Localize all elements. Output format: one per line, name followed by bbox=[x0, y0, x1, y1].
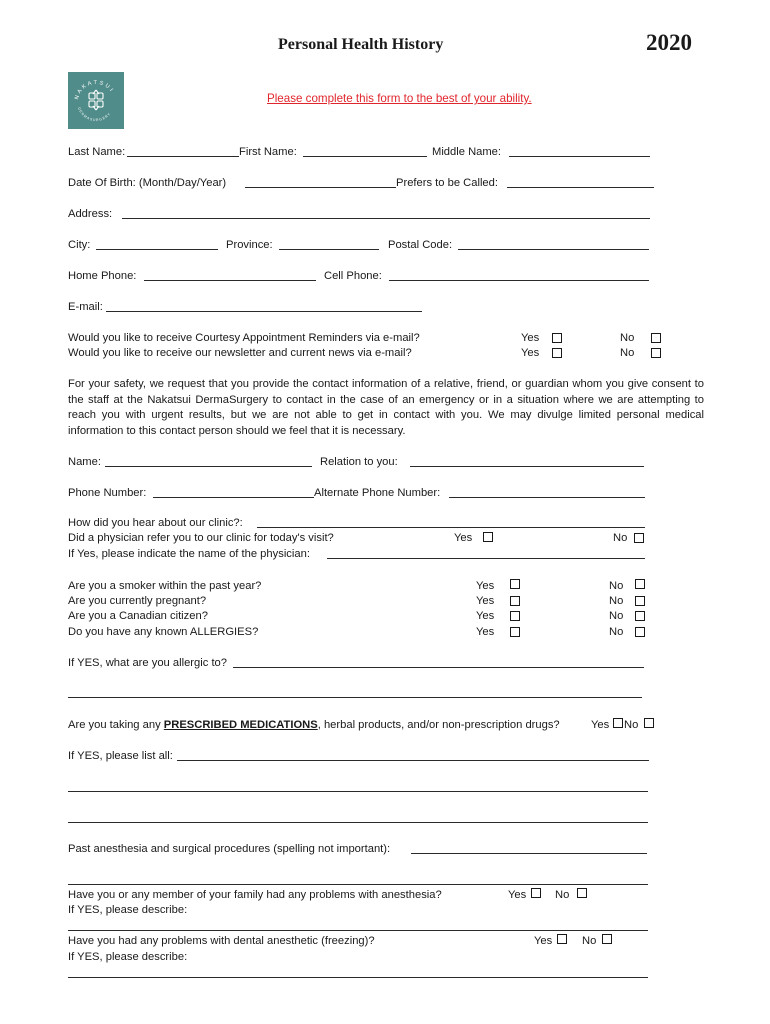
newsletter-no-label: No bbox=[620, 347, 635, 359]
past-procedures-field[interactable] bbox=[411, 853, 647, 854]
pregnant-no-label: No bbox=[609, 595, 624, 607]
logo-text-bottom: DERMASURGERY bbox=[76, 106, 112, 123]
address-label: Address: bbox=[68, 208, 113, 220]
address-field[interactable] bbox=[122, 218, 650, 219]
newsletter-yes-checkbox[interactable] bbox=[552, 348, 562, 358]
medications-question-prefix: Are you taking any bbox=[68, 719, 164, 731]
dental-anesthetic-question: Have you had any problems with dental anesthetic (freezing)? bbox=[68, 935, 375, 947]
smoker-yes-checkbox[interactable] bbox=[510, 579, 520, 589]
city-field[interactable] bbox=[96, 249, 218, 250]
email-field[interactable] bbox=[106, 311, 422, 312]
pregnant-yes-checkbox[interactable] bbox=[510, 596, 520, 606]
medications-yes-label: Yes bbox=[591, 719, 610, 731]
family-anesthesia-yes-checkbox[interactable] bbox=[531, 888, 541, 898]
form-instruction: Please complete this form to the best of your ability. bbox=[267, 92, 532, 105]
smoker-question: Are you a smoker within the past year? bbox=[68, 580, 262, 592]
email-label: E-mail: bbox=[68, 301, 103, 313]
allergies-question: Do you have any known ALLERGIES? bbox=[68, 626, 259, 638]
alt-phone-field[interactable] bbox=[449, 497, 645, 498]
canadian-yes-checkbox[interactable] bbox=[510, 611, 520, 621]
medications-no-checkbox[interactable] bbox=[644, 718, 654, 728]
allergic-to-field[interactable] bbox=[233, 667, 644, 668]
pregnant-no-checkbox[interactable] bbox=[635, 596, 645, 606]
contact-name-label: Name: bbox=[68, 456, 101, 468]
cell-phone-field[interactable] bbox=[389, 280, 649, 281]
middle-name-label: Middle Name: bbox=[432, 146, 502, 158]
family-anesthesia-yes-label: Yes bbox=[508, 889, 527, 901]
medication-list-field-line3[interactable] bbox=[68, 822, 648, 823]
form-year: 2020 bbox=[646, 30, 692, 55]
smoker-no-label: No bbox=[609, 580, 624, 592]
last-name-label: Last Name: bbox=[68, 146, 126, 158]
medications-question-emphasis: PRESCRIBED MEDICATIONS bbox=[163, 719, 318, 731]
middle-name-field[interactable] bbox=[509, 156, 650, 157]
medication-list-field-line2[interactable] bbox=[68, 791, 648, 792]
physician-refer-no-label: No bbox=[613, 532, 628, 544]
pregnant-yes-label: Yes bbox=[476, 595, 495, 607]
home-phone-field[interactable] bbox=[144, 280, 316, 281]
allergic-to-field-line2[interactable] bbox=[68, 697, 642, 698]
province-field[interactable] bbox=[279, 249, 379, 250]
allergies-no-label: No bbox=[609, 626, 624, 638]
dental-describe-label: If YES, please describe: bbox=[68, 951, 188, 963]
medication-list-label: If YES, please list all: bbox=[68, 750, 173, 762]
smoker-yes-label: Yes bbox=[476, 580, 495, 592]
logo-emblem-icon bbox=[68, 72, 124, 129]
alt-phone-label: Alternate Phone Number: bbox=[314, 487, 441, 499]
physician-refer-no-checkbox[interactable] bbox=[634, 533, 644, 543]
past-procedures-label: Past anesthesia and surgical procedures (spelling not important): bbox=[68, 843, 391, 855]
clinic-logo bbox=[68, 72, 124, 129]
pregnant-question: Are you currently pregnant? bbox=[68, 595, 207, 607]
last-name-field[interactable] bbox=[127, 156, 239, 157]
contact-phone-field[interactable] bbox=[153, 497, 314, 498]
first-name-field[interactable] bbox=[303, 156, 427, 157]
medications-question-suffix: , herbal products, and/or non-prescription drugs? bbox=[317, 719, 560, 731]
prefers-label: Prefers to be Called: bbox=[396, 177, 498, 189]
allergic-to-label: If YES, what are you allergic to? bbox=[68, 657, 227, 669]
medications-no-label: No bbox=[624, 719, 639, 731]
hear-about-field[interactable] bbox=[257, 527, 645, 528]
canadian-yes-label: Yes bbox=[476, 610, 495, 622]
cell-phone-label: Cell Phone: bbox=[324, 270, 382, 282]
past-procedures-field-line2[interactable] bbox=[68, 884, 648, 885]
reminder-no-checkbox[interactable] bbox=[651, 333, 661, 343]
medication-list-field[interactable] bbox=[177, 760, 649, 761]
form-title: Personal Health History bbox=[278, 36, 444, 53]
postal-field[interactable] bbox=[458, 249, 649, 250]
newsletter-question: Would you like to receive our newsletter and current news via e-mail? bbox=[68, 347, 412, 359]
family-describe-field[interactable] bbox=[68, 930, 648, 931]
allergies-yes-checkbox[interactable] bbox=[510, 627, 520, 637]
newsletter-no-checkbox[interactable] bbox=[651, 348, 661, 358]
reminder-no-label: No bbox=[620, 332, 635, 344]
province-label: Province: bbox=[226, 239, 273, 251]
logo-text-top: NAKATSUI bbox=[74, 79, 116, 101]
dental-yes-checkbox[interactable] bbox=[557, 934, 567, 944]
hear-about-label: How did you hear about our clinic?: bbox=[68, 517, 243, 529]
first-name-label: First Name: bbox=[239, 146, 297, 158]
dob-field[interactable] bbox=[245, 187, 396, 188]
family-anesthesia-no-label: No bbox=[555, 889, 570, 901]
allergies-yes-label: Yes bbox=[476, 626, 495, 638]
physician-name-field[interactable] bbox=[327, 558, 645, 559]
smoker-no-checkbox[interactable] bbox=[635, 579, 645, 589]
family-anesthesia-no-checkbox[interactable] bbox=[577, 888, 587, 898]
dental-describe-field[interactable] bbox=[68, 977, 648, 978]
medications-yes-checkbox[interactable] bbox=[613, 718, 623, 728]
physician-name-label: If Yes, please indicate the name of the physician: bbox=[68, 548, 310, 560]
canadian-no-checkbox[interactable] bbox=[635, 611, 645, 621]
canadian-no-label: No bbox=[609, 610, 624, 622]
dental-no-checkbox[interactable] bbox=[602, 934, 612, 944]
home-phone-label: Home Phone: bbox=[68, 270, 137, 282]
contact-name-field[interactable] bbox=[105, 466, 312, 467]
relation-label: Relation to you: bbox=[320, 456, 398, 468]
allergies-no-checkbox[interactable] bbox=[635, 627, 645, 637]
city-label: City: bbox=[68, 239, 91, 251]
relation-field[interactable] bbox=[410, 466, 644, 467]
dob-label: Date Of Birth: (Month/Day/Year) bbox=[68, 177, 227, 189]
svg-text:DERMASURGERY bbox=[77, 107, 112, 122]
postal-label: Postal Code: bbox=[388, 239, 453, 251]
reminder-question: Would you like to receive Courtesy Appointment Reminders via e-mail? bbox=[68, 332, 420, 344]
dental-yes-label: Yes bbox=[534, 935, 553, 947]
reminder-yes-checkbox[interactable] bbox=[552, 333, 562, 343]
medications-question bbox=[68, 718, 560, 732]
family-anesthesia-question: Have you or any member of your family had any problems with anesthesia? bbox=[68, 889, 442, 901]
contact-phone-label: Phone Number: bbox=[68, 487, 147, 499]
prefers-field[interactable] bbox=[507, 187, 654, 188]
newsletter-yes-label: Yes bbox=[521, 347, 540, 359]
family-describe-label: If YES, please describe: bbox=[68, 904, 188, 916]
reminder-yes-label: Yes bbox=[521, 332, 540, 344]
emergency-contact-paragraph: For your safety, we request that you provide the contact information of a relative, friend, or guardian whom you give consent to the staff at the Nakatsui DermaSurgery to contact in the case of an emergency or in a situation where we are attempting to reach you with urgent results, but we are not able to get in contact with you. We may divulge limited personal medical information to this contact person should we feel that it is necessary. bbox=[68, 378, 704, 437]
physician-refer-question: Did a physician refer you to our clinic for today's visit? bbox=[68, 532, 334, 544]
canadian-question: Are you a Canadian citizen? bbox=[68, 610, 208, 622]
physician-refer-yes-checkbox[interactable] bbox=[483, 532, 493, 542]
dental-no-label: No bbox=[582, 935, 597, 947]
physician-refer-yes-label: Yes bbox=[454, 532, 473, 544]
